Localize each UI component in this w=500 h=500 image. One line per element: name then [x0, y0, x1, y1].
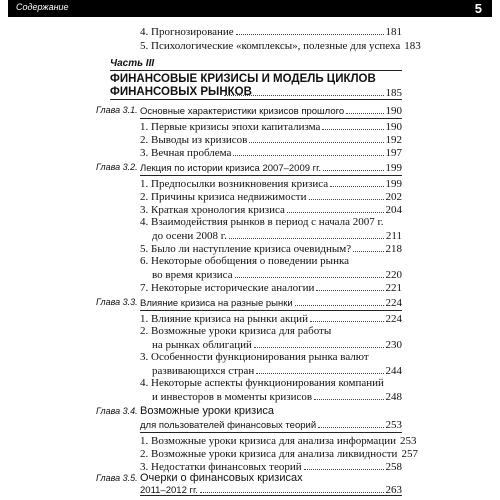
- chapter-page: 253: [385, 419, 402, 431]
- toc-entry-page: 253: [399, 435, 417, 447]
- toc-entry[interactable]: [152, 338, 402, 351]
- part-rule-bottom: [110, 99, 402, 100]
- toc-entry-label: 1. Предпосылки возникновения кризиса: [140, 178, 329, 190]
- toc-entry[interactable]: [140, 146, 402, 159]
- toc-entry-page: 257: [401, 448, 418, 460]
- part-title-line1[interactable]: ФИНАНСОВЫЕ КРИЗИСЫ И МОДЕЛЬ ЦИКЛОВ: [110, 73, 376, 85]
- leader-dots: [309, 190, 384, 200]
- leader-dots: [295, 296, 384, 306]
- chapter-title: Лекция по истории кризиса 2007–2009 гг.: [140, 163, 322, 174]
- toc-entry-label[interactable]: 6. Некоторые обобщения о поведении рынка: [140, 255, 350, 267]
- toc-entry[interactable]: [152, 268, 402, 281]
- chapter-entry[interactable]: [140, 296, 402, 309]
- leader-dots: [200, 483, 384, 493]
- toc-entry[interactable]: [140, 203, 402, 216]
- chapter-page: 263: [385, 484, 402, 496]
- toc-entry[interactable]: [152, 229, 402, 242]
- toc-entry-page: 190: [385, 121, 402, 133]
- leader-dots: [310, 312, 384, 322]
- chapter-title[interactable]: Возможные уроки кризиса: [140, 405, 274, 417]
- chapter-entry[interactable]: [140, 161, 402, 174]
- leader-dots: [314, 390, 383, 400]
- toc-entry[interactable]: [140, 242, 402, 255]
- toc-entry-label: 2. Выводы из кризисов: [140, 134, 248, 146]
- toc-entry-label: 4. Прогнозирование: [140, 26, 234, 38]
- toc-entry-label: 1. Влияние кризиса на рынки акций: [140, 313, 308, 325]
- toc-entry-page: 248: [385, 391, 402, 403]
- toc-entry-page: 183: [404, 40, 421, 52]
- toc-entry-label-cont: до осени 2008 г.: [152, 230, 227, 242]
- toc-entry-label: 2. Возможные уроки кризиса для анализа ликвидности: [140, 448, 398, 460]
- part-page: 185: [385, 87, 402, 99]
- toc-entry-label[interactable]: 3. Особенности функционирования рынка валют: [140, 351, 369, 363]
- leader-dots: [304, 460, 384, 470]
- leader-dots: [318, 418, 383, 428]
- toc-entry-page: 258: [385, 461, 402, 473]
- toc-entry-page: 192: [385, 134, 402, 146]
- chapter-rule: [140, 310, 402, 311]
- chapter-title: Основные характеристики кризисов прошлого: [140, 106, 345, 117]
- toc-entry[interactable]: [140, 434, 417, 447]
- toc-entry-label: 1. Возможные уроки кризиса для анализа информации: [140, 435, 396, 447]
- toc-entry-label-cont: на рынках облигаций: [152, 339, 252, 351]
- leader-dots: [224, 86, 384, 96]
- chapter-entry[interactable]: [140, 483, 402, 494]
- toc-entry-page: 197: [385, 147, 402, 159]
- toc-entry-label-cont: развивающихся стран: [152, 365, 255, 377]
- toc-entry-page: 230: [385, 339, 402, 351]
- toc-entry[interactable]: [152, 364, 402, 377]
- toc-entry-page: 204: [385, 204, 402, 216]
- running-header-title: Содержание: [16, 2, 69, 12]
- toc-entry-page: 244: [385, 365, 402, 377]
- leader-dots: [235, 268, 384, 278]
- toc-entry-label: 2. Причины кризиса недвижимости: [140, 191, 307, 203]
- toc-entry-label-cont: и инвесторов в моменты кризисов: [152, 391, 313, 403]
- chapter-number: Глава 3.2.: [96, 162, 138, 172]
- toc-entry[interactable]: [140, 120, 402, 133]
- toc-entry-label-cont: во время кризиса: [152, 269, 233, 281]
- toc-entry[interactable]: [140, 133, 402, 146]
- toc-entry-label: 3. Краткая хронология кризиса: [140, 204, 285, 216]
- leader-dots: [346, 104, 383, 114]
- leader-dots: [229, 229, 384, 239]
- toc-entry-page: 211: [385, 230, 402, 242]
- toc-entry-label: 5. Психологические «комплексы», полезные для успеха: [140, 40, 401, 52]
- toc-entry-page: 224: [385, 313, 402, 325]
- toc-entry[interactable]: [140, 25, 402, 38]
- chapter-number: Глава 3.3.: [96, 297, 138, 307]
- leader-dots: [330, 177, 383, 187]
- toc-entry-label[interactable]: 4. Некоторые аспекты функционирования компаний: [140, 377, 384, 389]
- chapter-title[interactable]: Очерки о финансовых кризисах: [140, 472, 303, 484]
- part-label: Часть III: [110, 58, 155, 69]
- chapter-entry[interactable]: [140, 418, 402, 431]
- toc-entry-page: 202: [385, 191, 402, 203]
- chapter-title-cont: для пользователей финансовых теорий: [140, 420, 317, 431]
- page-number: 5: [474, 1, 482, 16]
- leader-dots: [316, 281, 383, 291]
- toc-entry[interactable]: [140, 312, 402, 325]
- leader-dots: [353, 242, 383, 252]
- toc-entry-page: 181: [385, 26, 402, 38]
- toc-entry-page: 221: [385, 282, 402, 294]
- chapter-title: Влияние кризиса на разные рынки: [140, 298, 293, 309]
- leader-dots: [287, 203, 384, 213]
- chapter-rule: [140, 432, 402, 433]
- toc-entry-label: 3. Вечная проблема: [140, 147, 232, 159]
- toc-entry[interactable]: [152, 390, 402, 403]
- toc-entry-page: 220: [385, 269, 402, 281]
- toc-entry[interactable]: [140, 190, 402, 203]
- toc-entry[interactable]: [140, 447, 418, 460]
- chapter-rule: [140, 175, 402, 176]
- chapter-number: Глава 3.5.: [96, 473, 138, 483]
- toc-entry-page: 218: [385, 243, 402, 255]
- toc-entry-label: 5. Было ли наступление кризиса очевидным?: [140, 243, 352, 255]
- chapter-page: 199: [385, 162, 402, 174]
- running-header: [8, 0, 492, 17]
- leader-dots: [233, 146, 383, 156]
- toc-entry-label: 7. Некоторые исторические аналогии: [140, 282, 315, 294]
- toc-entry-page: 199: [385, 178, 402, 190]
- chapter-page: 190: [385, 105, 402, 117]
- chapter-number: Глава 3.4.: [96, 406, 138, 416]
- chapter-entry[interactable]: [140, 104, 402, 117]
- chapter-rule: [140, 495, 402, 496]
- toc-entry[interactable]: [140, 281, 402, 294]
- part-rule-top: [110, 70, 402, 71]
- part-title-line2[interactable]: ФИНАНСОВЫХ РЫНКОВ: [110, 86, 252, 98]
- chapter-title-cont: 2011–2012 гг.: [140, 485, 198, 496]
- toc-entry-label: 3. Недостатки финансовых теорий: [140, 461, 302, 473]
- toc-entry[interactable]: [140, 177, 402, 190]
- toc-entry[interactable]: [140, 39, 421, 52]
- leader-dots: [322, 120, 383, 130]
- leader-dots: [249, 133, 383, 143]
- leader-dots: [323, 161, 383, 171]
- chapter-page: 224: [385, 297, 402, 309]
- toc-entry-label[interactable]: 2. Возможные уроки кризиса для работы: [140, 325, 332, 337]
- part-page-row[interactable]: [222, 86, 402, 99]
- toc-entry-label[interactable]: 4. Взаимодействия рынков в период с начала 2007 г.: [140, 216, 384, 228]
- chapter-rule: [140, 118, 402, 119]
- leader-dots: [256, 364, 383, 374]
- toc-entry-label: 1. Первые кризисы эпохи капитализма: [140, 121, 321, 133]
- chapter-number: Глава 3.1.: [96, 105, 138, 115]
- leader-dots: [236, 25, 384, 35]
- leader-dots: [254, 338, 384, 348]
